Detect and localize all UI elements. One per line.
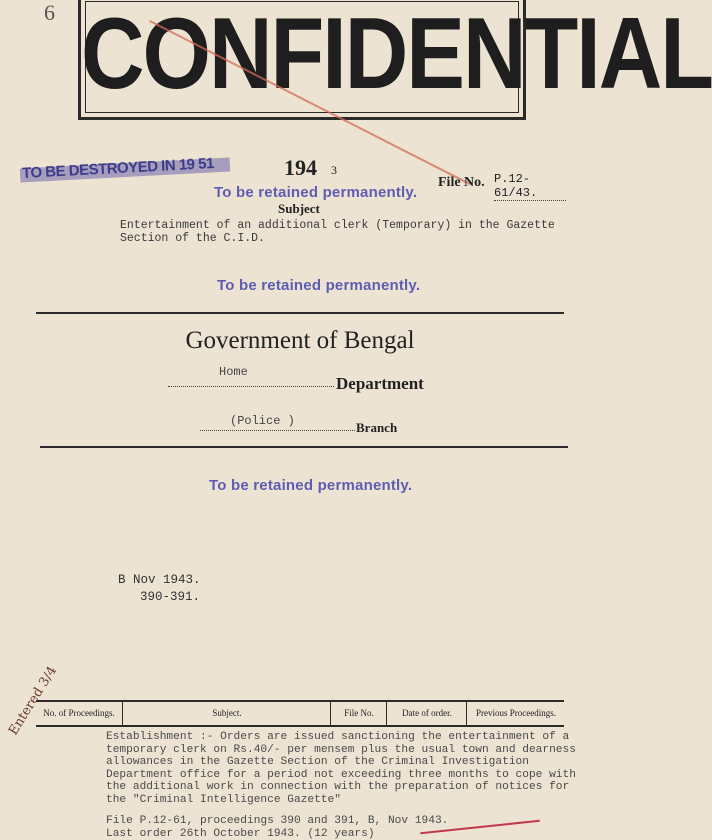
- col-header-proceedings: No. of Proceedings.: [43, 708, 115, 718]
- government-title: Government of Bengal: [185, 327, 415, 354]
- col-header-previous-proceedings: Previous Proceedings.: [466, 702, 565, 725]
- proceedings-reference: [118, 572, 201, 606]
- divider: [36, 312, 564, 314]
- col-header-file-no: File No.: [330, 702, 387, 725]
- handwritten-margin-note: Entered 3/4: [6, 663, 61, 738]
- retained-stamp: To be retained permanently.: [209, 477, 413, 494]
- file-no-value: P.12-61/43.: [494, 172, 566, 201]
- divider: [40, 446, 568, 448]
- reference-proceedings: 390-391.: [140, 590, 201, 604]
- col-header-subject: Subject.: [122, 702, 331, 725]
- proceedings-summary: Establishment :- Orders are issued sanctioning the entertainment of a temporary clerk on Rs.40/- per mensem plus the usual town and dearness allowances in the Gazette Section of the Criminal Investigation Department office for a period not exceeding three months to cope with the additional work in connection with the preparation of notices for the "Criminal Intelligence Gazette": [106, 731, 576, 806]
- department-dotted-line: [168, 386, 334, 387]
- retained-stamp: To be retained permanently.: [217, 277, 421, 294]
- reference-date: B Nov 1943.: [118, 573, 201, 587]
- branch-value: (Police ): [230, 414, 295, 428]
- proceedings-table-header: [36, 700, 564, 727]
- file-footer-line: File P.12-61, proceedings 390 and 391, B, Nov 1943.: [106, 815, 449, 827]
- file-year-suffix: 3: [331, 163, 337, 177]
- confidential-label: CONFIDENTIAL: [81, 0, 712, 110]
- last-order-line: Last order 26th October 1943. (12 years): [106, 827, 375, 840]
- retained-stamp: To be retained permanently.: [214, 184, 418, 201]
- department-value: Home: [219, 365, 248, 379]
- department-label: Department: [336, 374, 424, 393]
- page-number: 6: [44, 0, 55, 25]
- subject-text: Entertainment of an additional clerk (Temporary) in the Gazette Section of the C.I.D.: [120, 219, 555, 245]
- branch-dotted-line: [200, 430, 355, 431]
- subject-heading: Subject: [278, 201, 320, 216]
- col-header-date-of-order: Date of order.: [386, 702, 467, 725]
- destroyed-stamp: TO BE DESTROYED IN 19 51: [21, 154, 215, 183]
- file-no-label: File No.: [438, 175, 485, 190]
- file-footer: [106, 815, 576, 840]
- confidential-banner: [78, 0, 712, 120]
- file-year: 194: [284, 155, 317, 180]
- branch-label: Branch: [356, 420, 398, 435]
